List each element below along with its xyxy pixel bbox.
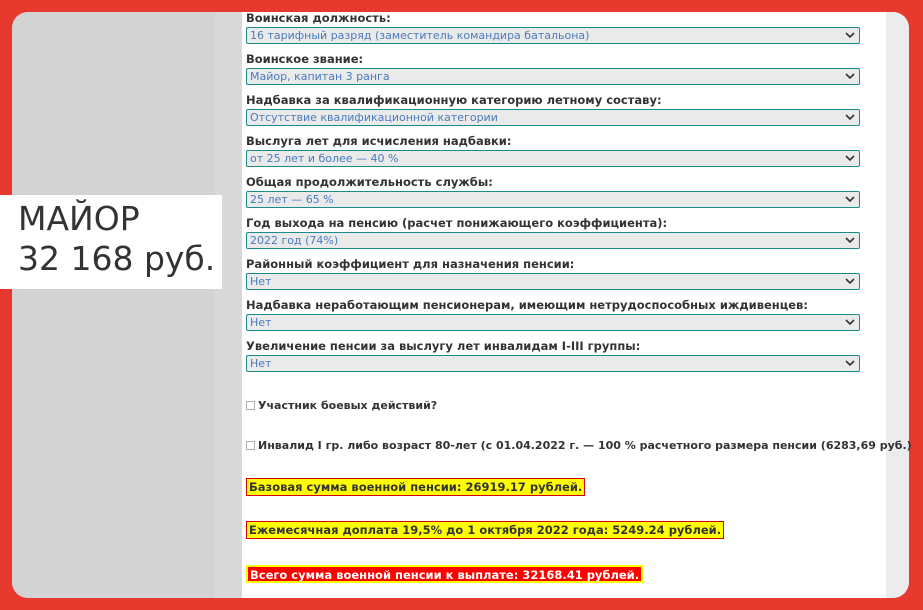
chevron-down-icon xyxy=(844,275,856,287)
checkbox-icon[interactable] xyxy=(246,401,255,410)
rank-select[interactable] xyxy=(246,68,860,85)
chevron-down-icon xyxy=(844,29,856,41)
chevron-down-icon xyxy=(844,70,856,82)
field-regional-coefficient xyxy=(246,256,860,290)
disability-increase-select[interactable] xyxy=(246,355,860,372)
checkbox-icon[interactable] xyxy=(246,441,255,450)
field-total-service xyxy=(246,174,860,208)
checkbox-label: Участник боевых действий? xyxy=(258,399,438,412)
field-label: Воинская должность: xyxy=(246,11,391,25)
select-value: Нет xyxy=(250,275,272,288)
chevron-down-icon xyxy=(844,316,856,328)
service-length-bonus-select[interactable] xyxy=(246,150,860,167)
chevron-down-icon xyxy=(844,111,856,123)
select-value: Отсутствие квалификационной категории xyxy=(250,111,498,124)
rank-pension-caption xyxy=(0,195,222,289)
field-label: Районный коэффициент для назначения пенсии: xyxy=(246,257,575,271)
field-service-length-bonus xyxy=(246,133,860,167)
combat-veteran-checkbox-row[interactable] xyxy=(246,399,437,412)
checkbox-label: Инвалид I гр. либо возраст 80-лет (с 01.04.2022 г. — 100 % расчетного размера пенсии (6283,69 руб.) xyxy=(258,439,912,452)
field-disability-increase xyxy=(246,338,860,372)
dependents-bonus-select[interactable] xyxy=(246,314,860,331)
field-label: Общая продолжительность службы: xyxy=(246,175,493,189)
result-base-pension: Базовая сумма военной пенсии: 26919.17 рублей. xyxy=(246,478,585,496)
field-label: Год выхода на пенсию (расчет понижающего коэффициента): xyxy=(246,216,668,230)
result-monthly-supplement: Ежемесячная доплата 19,5% до 1 октября 2022 года: 5249.24 рублей. xyxy=(246,521,724,539)
field-position xyxy=(246,10,860,44)
right-gutter xyxy=(886,12,909,598)
position-select[interactable] xyxy=(246,27,860,44)
select-value: Нет xyxy=(250,357,272,370)
chevron-down-icon xyxy=(844,234,856,246)
chevron-down-icon xyxy=(844,357,856,369)
select-value: Майор, капитан 3 ранга xyxy=(250,70,390,83)
caption-rank: МАЙОР xyxy=(18,199,140,238)
field-rank xyxy=(246,51,860,85)
total-service-select[interactable] xyxy=(246,191,860,208)
disabled-or-80-checkbox-row[interactable] xyxy=(246,439,912,452)
chevron-down-icon xyxy=(844,152,856,164)
field-label: Воинское звание: xyxy=(246,52,364,66)
select-value: 16 тарифный разряд (заместитель командира батальона) xyxy=(250,29,590,42)
retirement-year-select[interactable] xyxy=(246,232,860,249)
left-sidebar-background xyxy=(12,12,215,598)
result-total-pension: Всего сумма военной пенсии к выплате: 32168.41 рублей. xyxy=(246,565,643,583)
field-flight-category xyxy=(246,92,860,126)
select-value: 2022 год (74%) xyxy=(250,234,339,247)
field-label: Выслуга лет для исчисления надбавки: xyxy=(246,134,512,148)
field-retirement-year xyxy=(246,215,860,249)
regional-coefficient-select[interactable] xyxy=(246,273,860,290)
field-dependents-bonus xyxy=(246,297,860,331)
select-value: от 25 лет и более — 40 % xyxy=(250,152,399,165)
caption-amount: 32 168 руб. xyxy=(18,239,216,278)
chevron-down-icon xyxy=(844,193,856,205)
flight-category-select[interactable] xyxy=(246,109,860,126)
field-label: Надбавка за квалификационную категорию летному составу: xyxy=(246,93,662,107)
field-label: Надбавка неработающим пенсионерам, имеющим нетрудоспособных иждивенцев: xyxy=(246,298,808,312)
select-value: 25 лет — 65 % xyxy=(250,193,334,206)
select-value: Нет xyxy=(250,316,272,329)
field-label: Увеличение пенсии за выслугу лет инвалидам I-III группы: xyxy=(246,339,641,353)
